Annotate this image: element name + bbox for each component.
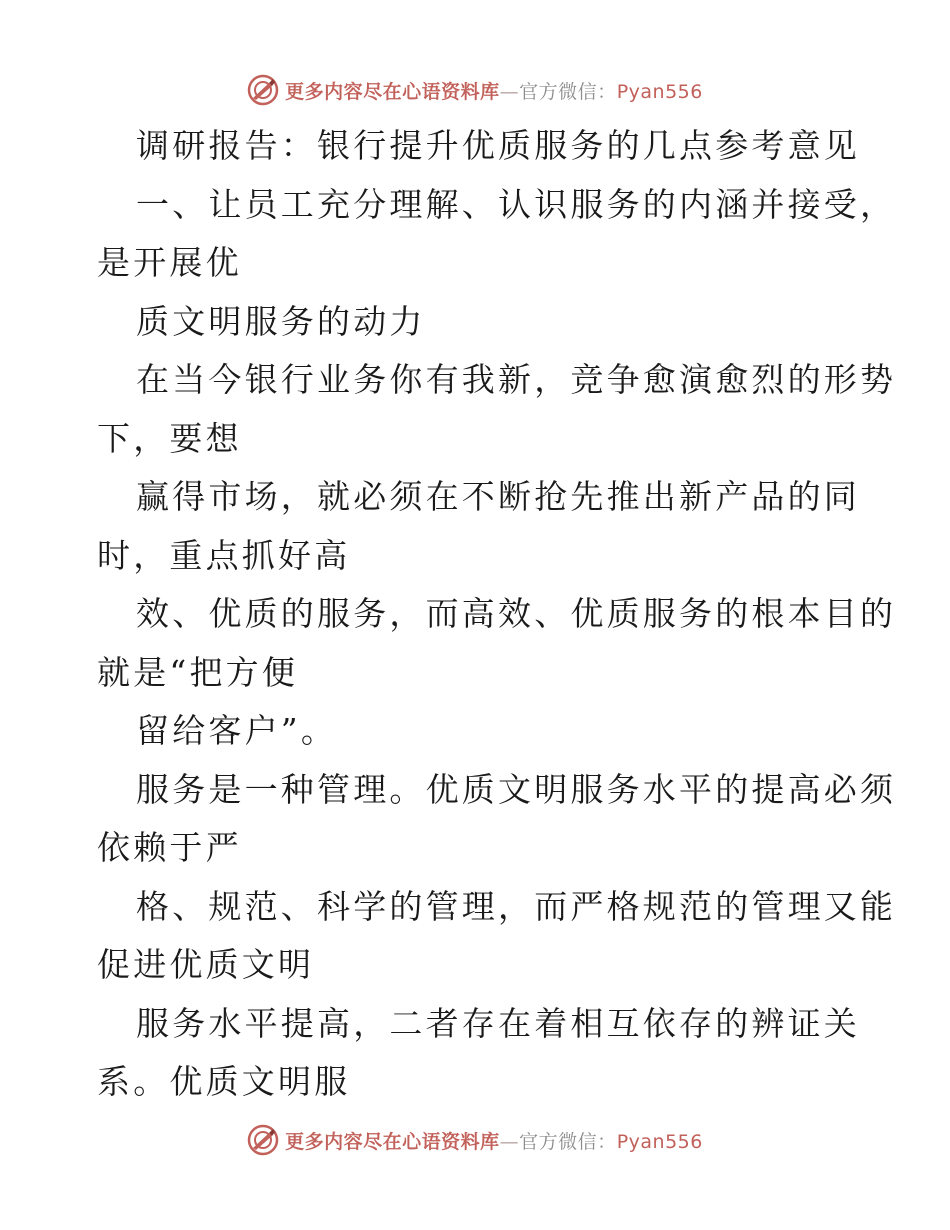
text-line: 效、优质的服务，而高效、优质服务的根本目的 (136, 594, 897, 633)
document-body (97, 117, 897, 1112)
text-line: 服务是一种管理。优质文明服务水平的提高必须 (136, 769, 897, 809)
header-watermark (0, 70, 950, 110)
watermark-id: Pyan556 (616, 80, 703, 103)
watermark-text (285, 77, 703, 104)
text-line: 依赖于严 (97, 828, 242, 867)
text-line: 留给客户”。 (136, 711, 338, 750)
footer-watermark (0, 1120, 950, 1160)
watermark-sub: 官方微信： (519, 1130, 617, 1153)
text-line: 服务水平提高，二者存在着相互依存的辨证关 (136, 1003, 860, 1043)
text-line: 一、让员工充分理解、认识服务的内涵并接受， (136, 184, 897, 224)
text-line: 赢得市场，就必须在不断抢先推出新产品的同 (136, 477, 860, 516)
text-line: 在当今银行业务你有我新，竞争愈演愈烈的形势 (136, 360, 897, 399)
text-line: 时，重点抓好高 (97, 535, 351, 575)
brand-logo-icon (247, 74, 279, 106)
watermark-separator: — (499, 1130, 520, 1153)
watermark-sub: 官方微信： (519, 80, 617, 103)
text-line: 下，要想 (97, 418, 242, 458)
text-line: 质文明服务的动力 (136, 301, 426, 341)
watermark-main: 更多内容尽在心语资料库 (285, 80, 500, 103)
watermark-separator: — (499, 80, 520, 103)
watermark-text (285, 1127, 703, 1154)
watermark-id: Pyan556 (616, 1130, 703, 1153)
brand-logo-icon (247, 1124, 279, 1156)
text-line: 系。优质文明服 (97, 1062, 351, 1101)
text-line: 就是“把方便 (97, 652, 299, 692)
text-line: 调研报告：银行提升优质服务的几点参考意见 (136, 126, 860, 165)
watermark-main: 更多内容尽在心语资料库 (285, 1130, 500, 1153)
text-line: 格、规范、科学的管理，而严格规范的管理又能 (136, 886, 897, 926)
text-line: 是开展优 (97, 243, 242, 282)
text-line: 促进优质文明 (97, 945, 315, 984)
